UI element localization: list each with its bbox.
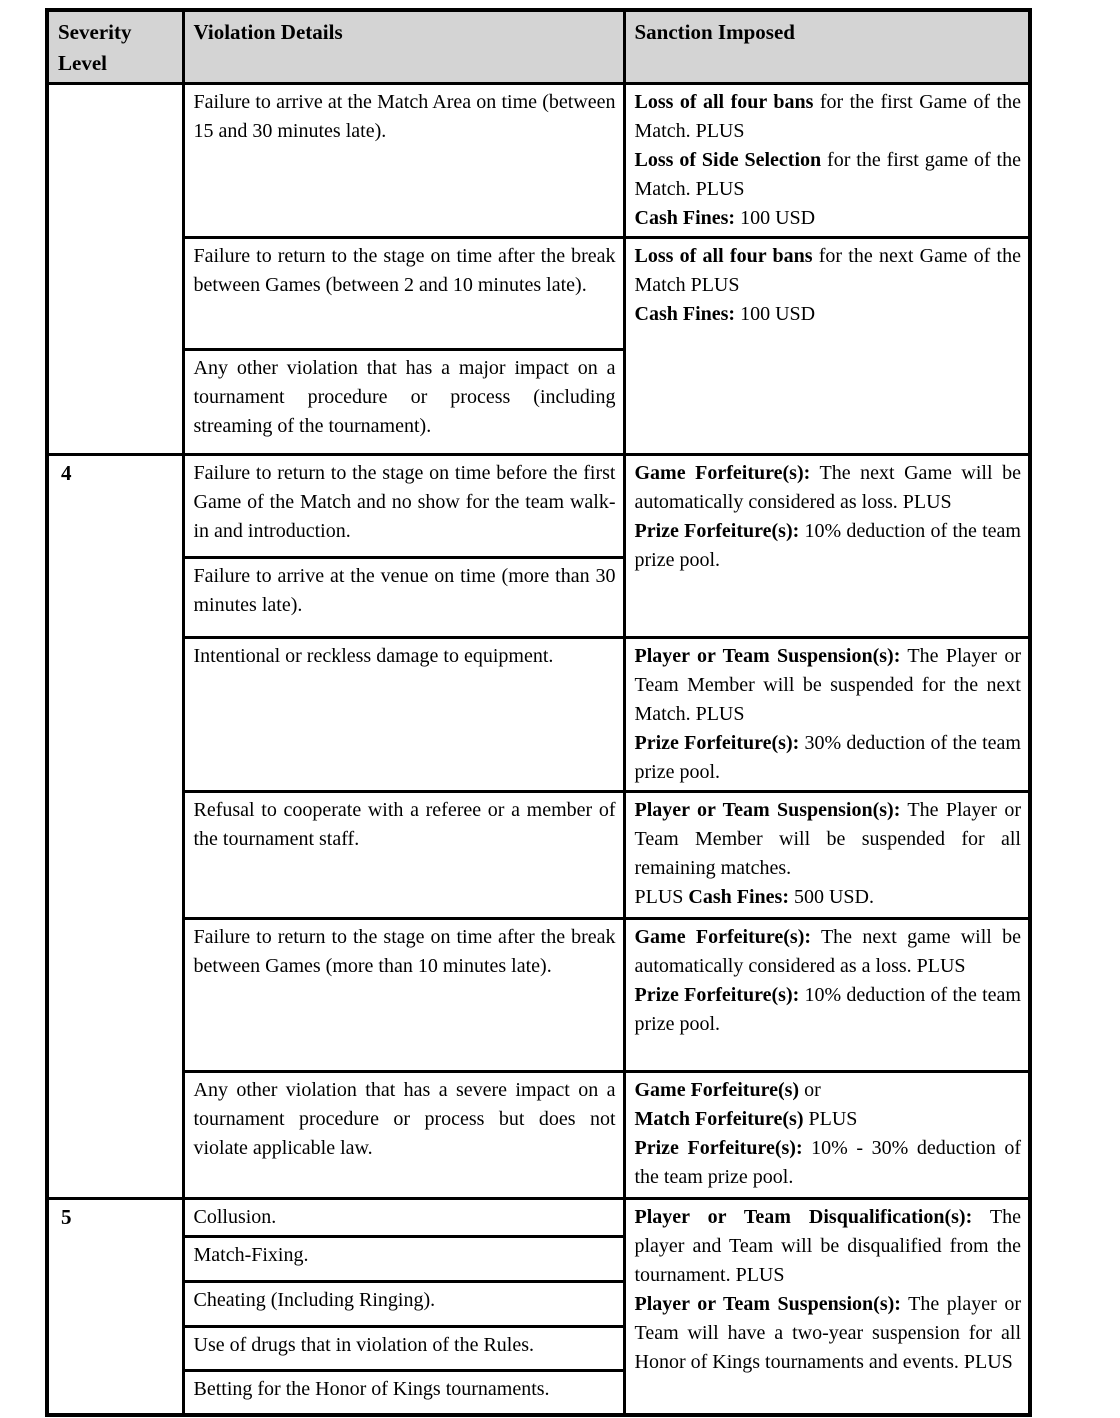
bold-text: Game Forfeiture(s) [634, 1079, 800, 1101]
bold-text: Game Forfeiture(s): [634, 926, 812, 948]
text: for the first Game of the Match. PLUS [634, 91, 1021, 142]
bold-text: Prize Forfeiture(s): [634, 520, 800, 542]
sanction-cell [624, 1199, 1030, 1415]
paragraph [635, 1134, 1022, 1192]
violation-cell: Refusal to cooperate with a referee or a member of the tournament staff. [183, 792, 624, 919]
paragraph [635, 88, 1022, 146]
violation-cell: Failure to return to the stage on time after the break between Games (between 2 and 10 minutes late). [183, 238, 624, 350]
paragraph [635, 796, 1022, 883]
paragraph [635, 204, 1022, 233]
text: The Player or Team Member will be suspended for all remaining matches. [634, 799, 1021, 879]
table-row [47, 1072, 1030, 1199]
paragraph [635, 923, 1022, 981]
table-row [47, 919, 1030, 1072]
paragraph [635, 883, 1022, 912]
sanction-cell [624, 1072, 1030, 1199]
sanctions-table [45, 8, 1032, 1417]
violation-cell: Cheating (Including Ringing). [183, 1282, 624, 1327]
text: 100 USD [735, 303, 816, 325]
sanction-cell [624, 84, 1030, 238]
severity-cell: 4 [47, 455, 183, 1199]
sanction-cell [624, 455, 1030, 638]
paragraph [635, 1290, 1022, 1377]
bold-text: Cash Fines: [688, 886, 789, 908]
violation-cell: Failure to return to the stage on time before the first Game of the Match and no show for the team walk-in and introduction. [183, 455, 624, 558]
text: 500 USD. [788, 886, 874, 908]
header-violation-details: Violation Details [183, 10, 624, 84]
bold-text: Player or Team Suspension(s): [634, 799, 901, 821]
bold-text: Loss of Side Selection [634, 149, 822, 171]
violation-cell: Intentional or reckless damage to equipment. [183, 638, 624, 792]
text: 10% - 30% deduction of the team prize pool. [634, 1137, 1021, 1188]
bold-text: Prize Forfeiture(s): [634, 732, 800, 754]
table-row [47, 455, 1030, 558]
table-header-row [47, 10, 1030, 84]
paragraph [635, 146, 1022, 204]
paragraph [635, 242, 1022, 300]
bold-text: Cash Fines: [634, 303, 736, 325]
violation-cell: Failure to arrive at the venue on time (more than 30 minutes late). [183, 558, 624, 638]
text: for the first game of the Match. PLUS [634, 149, 1021, 200]
violation-cell: Match-Fixing. [183, 1237, 624, 1282]
table-row [47, 792, 1030, 919]
severity-cell: 5 [47, 1199, 183, 1415]
text: The next game will be automatically considered as a loss. PLUS [634, 926, 1021, 977]
text: PLUS [803, 1108, 858, 1130]
table-row [47, 1199, 1030, 1237]
severity-cell [47, 84, 183, 455]
paragraph [635, 300, 1022, 329]
paragraph [635, 517, 1022, 575]
paragraph [635, 981, 1022, 1039]
text: The next Game will be automatically considered as loss. PLUS [634, 462, 1021, 513]
header-sanction-imposed: Sanction Imposed [624, 10, 1030, 84]
bold-text: Player or Team Suspension(s): [634, 1293, 901, 1315]
violation-cell: Any other violation that has a major impact on a tournament procedure or process (including streaming of the tournament). [183, 350, 624, 455]
text: 10% deduction of the team prize pool. [634, 520, 1021, 571]
text: 30% deduction of the team prize pool. [634, 732, 1021, 783]
header-severity-level: Severity Level [47, 10, 183, 84]
paragraph [635, 642, 1022, 729]
table-row [47, 238, 1030, 350]
violation-cell: Betting for the Honor of Kings tournaments. [183, 1371, 624, 1415]
bold-text: Match Forfeiture(s) [634, 1108, 804, 1130]
bold-text: Prize Forfeiture(s): [634, 984, 800, 1006]
paragraph [635, 1105, 1022, 1134]
text: 10% deduction of the team prize pool. [634, 984, 1021, 1035]
bold-text: Prize Forfeiture(s): [634, 1137, 803, 1159]
paragraph [635, 1203, 1022, 1290]
text: The Player or Team Member will be suspended for the next Match. PLUS [634, 645, 1021, 725]
sanction-cell [624, 638, 1030, 792]
text: The player and Team will be disqualified from the tournament. PLUS [634, 1206, 1021, 1286]
bold-text: Loss of all four bans [634, 91, 814, 113]
text: PLUS [634, 886, 689, 908]
violation-cell: Use of drugs that in violation of the Rules. [183, 1327, 624, 1371]
paragraph [635, 459, 1022, 517]
sanction-cell [624, 919, 1030, 1072]
bold-text: Cash Fines: [634, 207, 736, 229]
bold-text: Loss of all four bans [634, 245, 813, 267]
sanction-cell [624, 792, 1030, 919]
violation-cell: Any other violation that has a severe impact on a tournament procedure or process but does not violate applicable law. [183, 1072, 624, 1199]
text: 100 USD [735, 207, 816, 229]
violation-cell: Collusion. [183, 1199, 624, 1237]
bold-text: Player or Team Disqualification(s): [634, 1206, 973, 1228]
table-row [47, 84, 1030, 238]
sanction-cell [624, 238, 1030, 455]
text: for the next Game of the Match PLUS [634, 245, 1021, 296]
paragraph [635, 729, 1022, 787]
violation-cell: Failure to return to the stage on time after the break between Games (more than 10 minutes late). [183, 919, 624, 1072]
paragraph [635, 1076, 1022, 1105]
bold-text: Game Forfeiture(s): [634, 462, 811, 484]
text: or [799, 1079, 821, 1101]
violation-cell: Failure to arrive at the Match Area on time (between 15 and 30 minutes late). [183, 84, 624, 238]
table-row [47, 638, 1030, 792]
bold-text: Player or Team Suspension(s): [634, 645, 901, 667]
text: The player or Team will have a two-year suspension for all Honor of Kings tournaments and events. PLUS [634, 1293, 1021, 1373]
